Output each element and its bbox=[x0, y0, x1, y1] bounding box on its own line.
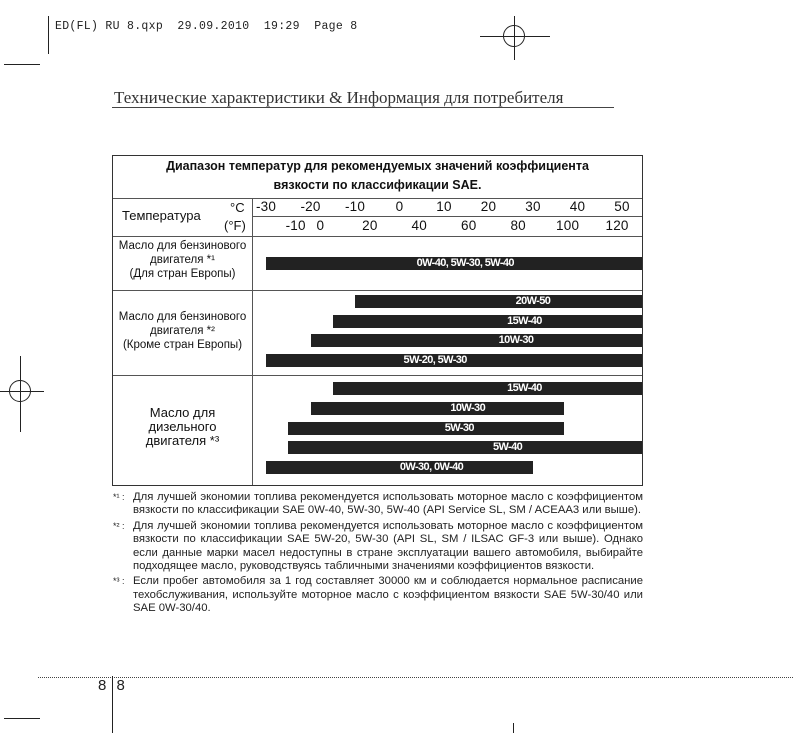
fahrenheit-tick-label: 0 bbox=[316, 218, 325, 233]
group-label-gasoline-non-europe bbox=[113, 310, 252, 352]
footnote bbox=[113, 520, 643, 574]
celsius-tick-label: -20 bbox=[300, 199, 321, 214]
viscosity-bar bbox=[288, 422, 564, 435]
fahrenheit-tick-label: 80 bbox=[510, 218, 526, 233]
footnotes bbox=[113, 491, 643, 618]
fahrenheit-tick-label: -10 bbox=[285, 218, 306, 233]
viscosity-bar-label: 15W-40 bbox=[507, 382, 542, 394]
footnote-mark: *³ : bbox=[113, 576, 125, 587]
celsius-tick-label: 0 bbox=[395, 199, 404, 214]
viscosity-bar-label: 5W-40 bbox=[492, 441, 523, 453]
group-label-line: двигателя *³ bbox=[145, 433, 220, 448]
group-label-line: (Кроме стран Европы) bbox=[122, 339, 243, 351]
running-head: Технические характеристики & Информация для потребителя bbox=[114, 88, 564, 107]
viscosity-bar-label: 15W-40 bbox=[507, 315, 542, 327]
fahrenheit-tick-label: 40 bbox=[411, 218, 427, 233]
fahrenheit-tick-label: 60 bbox=[461, 218, 477, 233]
footnote bbox=[113, 491, 643, 518]
footnote-mark: *² : bbox=[113, 520, 125, 531]
viscosity-bar-label: 10W-30 bbox=[450, 402, 486, 414]
group-label-line: двигателя *¹ bbox=[150, 254, 215, 266]
viscosity-bar-label: 0W-30, 0W-40 bbox=[399, 461, 464, 473]
table-divider bbox=[113, 198, 642, 199]
viscosity-bar-label: 10W-30 bbox=[498, 334, 534, 346]
celsius-tick-label: -10 bbox=[344, 199, 366, 214]
crop-mark bbox=[4, 718, 40, 719]
slug-line: ED(FL) RU 8.qxp 29.09.2010 19:29 Page 8 bbox=[55, 20, 358, 33]
crop-mark bbox=[513, 723, 514, 733]
group-label-line: Масло для бензинового bbox=[118, 240, 247, 252]
temperature-label: Температура bbox=[122, 208, 201, 223]
viscosity-bar bbox=[333, 382, 642, 395]
footnote-text: Если пробег автомобиля за 1 год составляет 30000 км и соблюдается нормальное расписание техобслуживания, используйте моторное масло с коэффициентом вязкости SAE 5W-30/40 или SAE 0W-30/40. bbox=[133, 575, 643, 615]
table-divider bbox=[113, 236, 642, 237]
column-divider bbox=[252, 198, 253, 485]
fahrenheit-tick-label: 120 bbox=[605, 218, 629, 233]
viscosity-bar-label: 5W-30 bbox=[444, 422, 474, 434]
celsius-tick-label: 40 bbox=[569, 199, 586, 214]
viscosity-bar bbox=[333, 315, 642, 328]
page-number: 8 8 bbox=[98, 677, 128, 694]
fold-line bbox=[38, 677, 793, 678]
table-title-line: Диапазон температур для рекомендуемых значений коэффициента bbox=[166, 159, 589, 173]
celsius-tick-label: 30 bbox=[525, 199, 541, 214]
registration-circle bbox=[503, 25, 525, 47]
registration-circle bbox=[9, 380, 31, 402]
table-divider bbox=[113, 375, 642, 376]
celsius-tick-label: 10 bbox=[436, 199, 452, 214]
viscosity-bar-label: 5W-20, 5W-30 bbox=[403, 354, 467, 366]
table-divider bbox=[113, 290, 642, 291]
group-label-line: дизельного bbox=[148, 419, 217, 434]
fahrenheit-unit: (°F) bbox=[224, 218, 246, 233]
footnote-text: Для лучшей экономии топлива рекомендуется использовать моторное масло с коэффициентом вязкости по классификации SAE 5W-20, 5W-30 (API SL, SM / ILSAC GF-3 или выше). Однако если данные марки масел недоступны в стране эксплуатации вашего автомобиля, выбирайте подходящее масло, руководствуясь табличными значениями коэффициентов вязкости. bbox=[133, 519, 643, 573]
celsius-tick-label: 50 bbox=[614, 199, 630, 214]
viscosity-bar-label: 0W-40, 5W-30, 5W-40 bbox=[416, 257, 514, 269]
viscosity-bar bbox=[355, 295, 642, 308]
group-label-line: двигателя *² bbox=[150, 325, 215, 337]
group-label-line: Масло для bbox=[149, 405, 216, 420]
celsius-tick-label: -30 bbox=[255, 199, 277, 214]
table-title-line: вязкости по классификации SAE. bbox=[273, 178, 482, 192]
footnote-mark: *¹ : bbox=[113, 492, 125, 502]
scale-divider bbox=[253, 216, 642, 217]
group-label-line: Масло для бензинового bbox=[118, 311, 247, 323]
crop-mark bbox=[48, 16, 49, 54]
footnote bbox=[113, 575, 643, 615]
viscosity-bar bbox=[311, 402, 565, 415]
celsius-tick-label: 20 bbox=[480, 199, 497, 214]
running-head-rule bbox=[112, 107, 614, 108]
crop-mark bbox=[4, 64, 40, 65]
fahrenheit-tick-label: 100 bbox=[556, 218, 580, 233]
table-title bbox=[113, 157, 642, 195]
group-label-line: (Для стран Европы) bbox=[129, 268, 236, 280]
fahrenheit-tick-label: 20 bbox=[362, 218, 378, 233]
viscosity-bar bbox=[288, 441, 642, 454]
footnote-text: Для лучшей экономии топлива рекомендуется использовать моторное масло с коэффициентом вязкости по классификации SAE 0W-40, 5W-30, 5W-40 (API Service SL, SM / ACEAA3 или выше). bbox=[133, 491, 643, 517]
viscosity-bar-label: 20W-50 bbox=[515, 295, 551, 307]
viscosity-bar bbox=[311, 334, 643, 347]
group-label-diesel bbox=[113, 406, 252, 448]
celsius-unit: °C bbox=[230, 200, 245, 215]
group-label-gasoline-europe bbox=[113, 239, 252, 281]
